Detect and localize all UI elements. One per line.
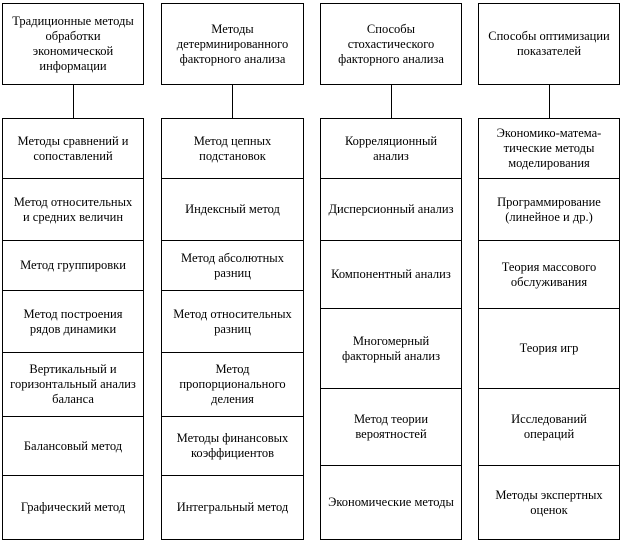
method-item: Методы сравнений и сопоставлений (17, 133, 129, 163)
header-traditional-methods (2, 3, 144, 85)
method-item: Методы финансовых коэффициентов (162, 416, 303, 475)
method-item: Исследований операций (479, 388, 619, 465)
header-deterministic-analysis (161, 3, 304, 85)
connector-line (391, 85, 392, 118)
method-item: Балансовый метод (3, 416, 143, 475)
column-deterministic-analysis (161, 118, 304, 540)
method-item: Экономические методы (321, 465, 461, 539)
method-item: Дисперсионный анализ (321, 178, 461, 240)
method-item: Метод построения рядов динамики (3, 290, 143, 352)
method-item: Метод пропорционального деления (162, 352, 303, 416)
method-item: Индексный метод (162, 178, 303, 240)
method-item: Метод теории вероятностей (321, 388, 461, 465)
method-item: Графический метод (3, 475, 143, 539)
method-item: Многомерный факторный анализ (321, 308, 461, 388)
header-label: Традиционные методы обработки экономической информации (12, 14, 134, 73)
connector-line (232, 85, 233, 118)
connector-line (549, 85, 550, 118)
method-item: Вертикальный и горизонтальный анализ баланса (3, 352, 143, 416)
method-item: Корреляционный анализ (344, 133, 438, 163)
column-stochastic-analysis (320, 118, 462, 540)
column-optimization (478, 118, 620, 540)
method-item: Метод абсолютных разниц (162, 240, 303, 290)
connector-line (73, 85, 74, 118)
method-item: Метод группировки (3, 240, 143, 290)
method-item: Теория игр (479, 308, 619, 388)
method-item: Компонентный анализ (321, 240, 461, 308)
method-item: Методы экспертных оценок (479, 465, 619, 539)
header-stochastic-analysis (320, 3, 462, 85)
header-optimization (478, 3, 620, 85)
method-item: Интегральный метод (162, 475, 303, 539)
column-traditional-methods (2, 118, 144, 540)
method-item: Теория массового обслуживания (479, 240, 619, 308)
method-item: Метод цепных подстановок (193, 133, 272, 163)
method-item: Программирование (линейное и др.) (479, 178, 619, 240)
method-item: Метод относительных и средних величин (3, 178, 143, 240)
header-label: Методы детерминированного факторного анализа (176, 21, 289, 66)
method-item: Метод относительных разниц (162, 290, 303, 352)
header-label: Способы оптимизации показателей (488, 29, 610, 58)
header-label: Способы стохастического факторного анализа (338, 21, 444, 66)
method-item: Экономико-матема-тические методы моделирования (496, 126, 602, 170)
